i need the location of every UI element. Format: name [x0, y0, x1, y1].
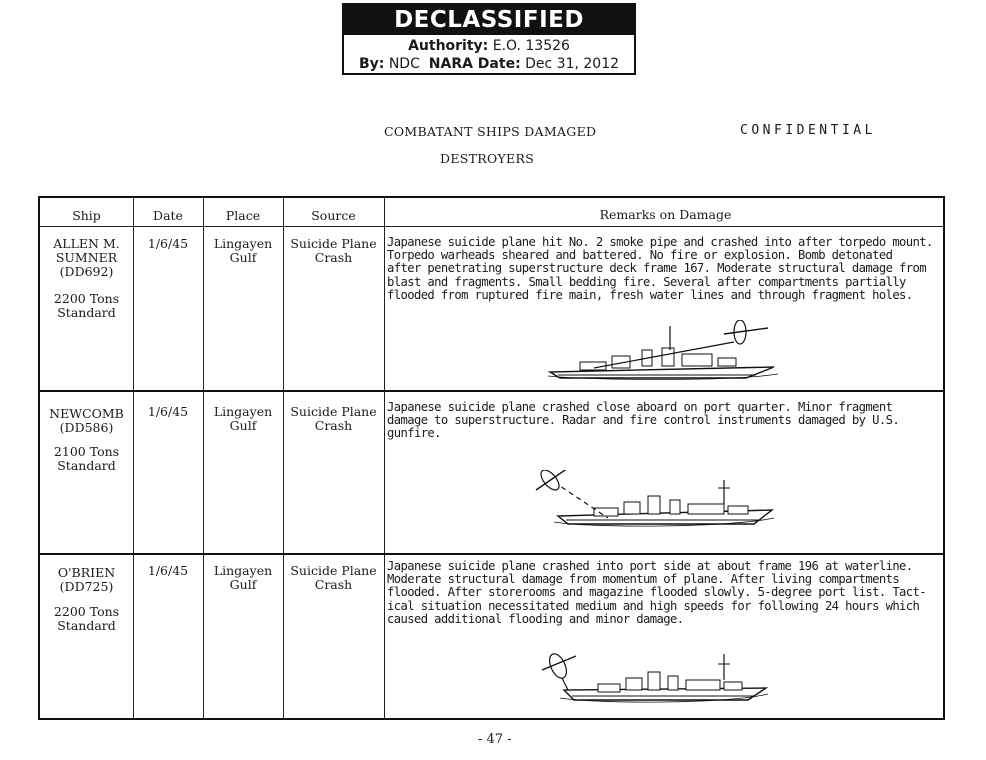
stamp-authority-value: E.O. 13526	[492, 38, 570, 54]
column-header-source: Source	[311, 208, 356, 223]
damage-date: 1/6/45	[147, 563, 189, 578]
classification-label: CONFIDENTIAL	[740, 123, 876, 138]
damage-source: Suicide Plane Crash	[290, 563, 377, 592]
damage-place: Lingayen Gulf	[213, 236, 273, 265]
stamp-by-value: NDC	[388, 56, 420, 72]
damage-date: 1/6/45	[147, 404, 189, 419]
stamp-nara-value: Dec 31, 2012	[525, 56, 620, 72]
page-subtitle: DESTROYERS	[440, 151, 535, 166]
damage-remarks: Japanese suicide plane crashed into port side at about frame 196 at waterline. Moderate structural damage from momentum of plane. After living compartments flooded. After storerooms and magazine flooded slowly. 5-degree port list. Tact- ical situation necessitated medium and high speeds for following 24 hours which caused additional flooding and minor damage.	[387, 559, 927, 626]
column-header-place: Place	[225, 208, 261, 223]
destroyer-plane-hit-waterline-icon	[538, 644, 770, 708]
damage-date: 1/6/45	[147, 236, 189, 251]
ship-name: NEWCOMB (DD586)	[49, 406, 124, 435]
stamp-title: DECLASSIFIED	[344, 5, 634, 35]
column-divider	[384, 198, 385, 718]
destroyer-plane-hit-stack-icon	[546, 320, 782, 386]
ship-tonnage: 2200 Tons Standard	[53, 604, 120, 633]
column-divider	[203, 198, 204, 718]
row-divider	[40, 390, 943, 392]
ship-name: ALLEN M. SUMNER (DD692)	[53, 236, 120, 279]
ship-tonnage: 2100 Tons Standard	[53, 444, 120, 473]
stamp-authority-label: Authority:	[408, 38, 489, 54]
damage-table	[38, 196, 945, 720]
stamp-by-label: By:	[358, 56, 385, 72]
header-divider	[40, 226, 943, 227]
destroyer-plane-near-miss-icon	[528, 470, 778, 532]
page-number: - 47 -	[478, 732, 512, 747]
damage-remarks: Japanese suicide plane hit No. 2 smoke pipe and crashed into after torpedo mount. Torpedo warheads sheared and battered. No fire or explosion. Bomb detonated after penetrating superstructure deck frame 167. Moderate structural damage from blast and fragments. Small bedding fire. Several after compartments partially flooded from ruptured fire main, fresh water lines and through fragment holes.	[387, 235, 933, 302]
column-header-ship: Ship	[72, 208, 101, 223]
ship-tonnage: 2200 Tons Standard	[53, 291, 120, 320]
damage-place: Lingayen Gulf	[213, 563, 273, 592]
page-title: COMBATANT SHIPS DAMAGED	[384, 124, 597, 139]
declassified-stamp	[342, 3, 636, 75]
damage-remarks: Japanese suicide plane crashed close aboard on port quarter. Minor fragment damage to superstructure. Radar and fire control instruments damaged by U.S. gunfire.	[387, 400, 900, 441]
ship-name: O'BRIEN (DD725)	[57, 565, 116, 594]
column-divider	[133, 198, 134, 718]
column-header-remarks: Remarks on Damage	[599, 207, 732, 222]
stamp-authority	[344, 38, 634, 54]
row-divider	[40, 553, 943, 555]
column-header-date: Date	[153, 208, 183, 223]
stamp-by-line	[344, 56, 634, 72]
damage-source: Suicide Plane Crash	[290, 404, 377, 433]
damage-source: Suicide Plane Crash	[290, 236, 377, 265]
column-divider	[283, 198, 284, 718]
stamp-nara-label: NARA Date:	[428, 56, 521, 72]
damage-place: Lingayen Gulf	[213, 404, 273, 433]
